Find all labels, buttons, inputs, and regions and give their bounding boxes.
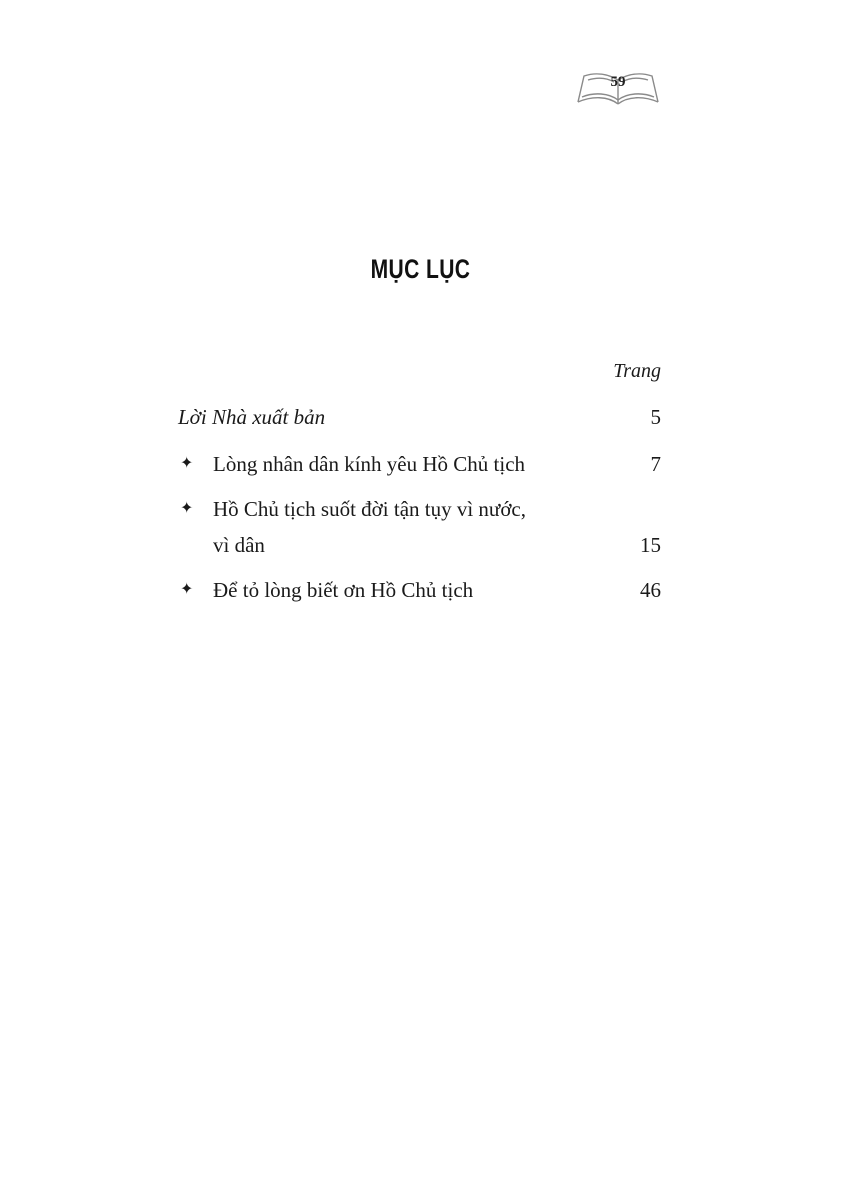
toc-entry-chapter-2	[178, 491, 661, 563]
page-column-header: Trang	[613, 360, 661, 382]
toc-entry-page: 5	[650, 405, 661, 429]
toc-title: MỤC LỤC	[370, 254, 471, 284]
four-point-star-bullet-icon: ✦	[180, 581, 194, 598]
four-point-star-bullet-icon: ✦	[180, 500, 194, 517]
toc-entry-chapter-3	[178, 572, 661, 608]
toc-entry-preface	[178, 399, 661, 435]
toc-entry-title-line-2: vì dân	[213, 533, 265, 557]
toc-entry-page: 46	[640, 578, 661, 602]
toc-entry-chapter-1	[178, 446, 661, 482]
page-number-ornament	[574, 66, 662, 110]
toc-entry-title: Lòng nhân dân kính yêu Hồ Chủ tịch	[213, 452, 526, 476]
toc-entry-title: Lời Nhà xuất bản	[178, 405, 326, 429]
toc-entry-title: Để tỏ lòng biết ơn Hồ Chủ tịch	[213, 578, 474, 602]
page-number: 59	[610, 74, 626, 90]
four-point-star-bullet-icon: ✦	[180, 455, 194, 472]
toc-entry-page: 15	[640, 533, 661, 557]
toc-entry-title-line-1: Hồ Chủ tịch suốt đời tận tụy vì nước,	[213, 497, 526, 521]
toc-entry-page: 7	[650, 452, 661, 476]
